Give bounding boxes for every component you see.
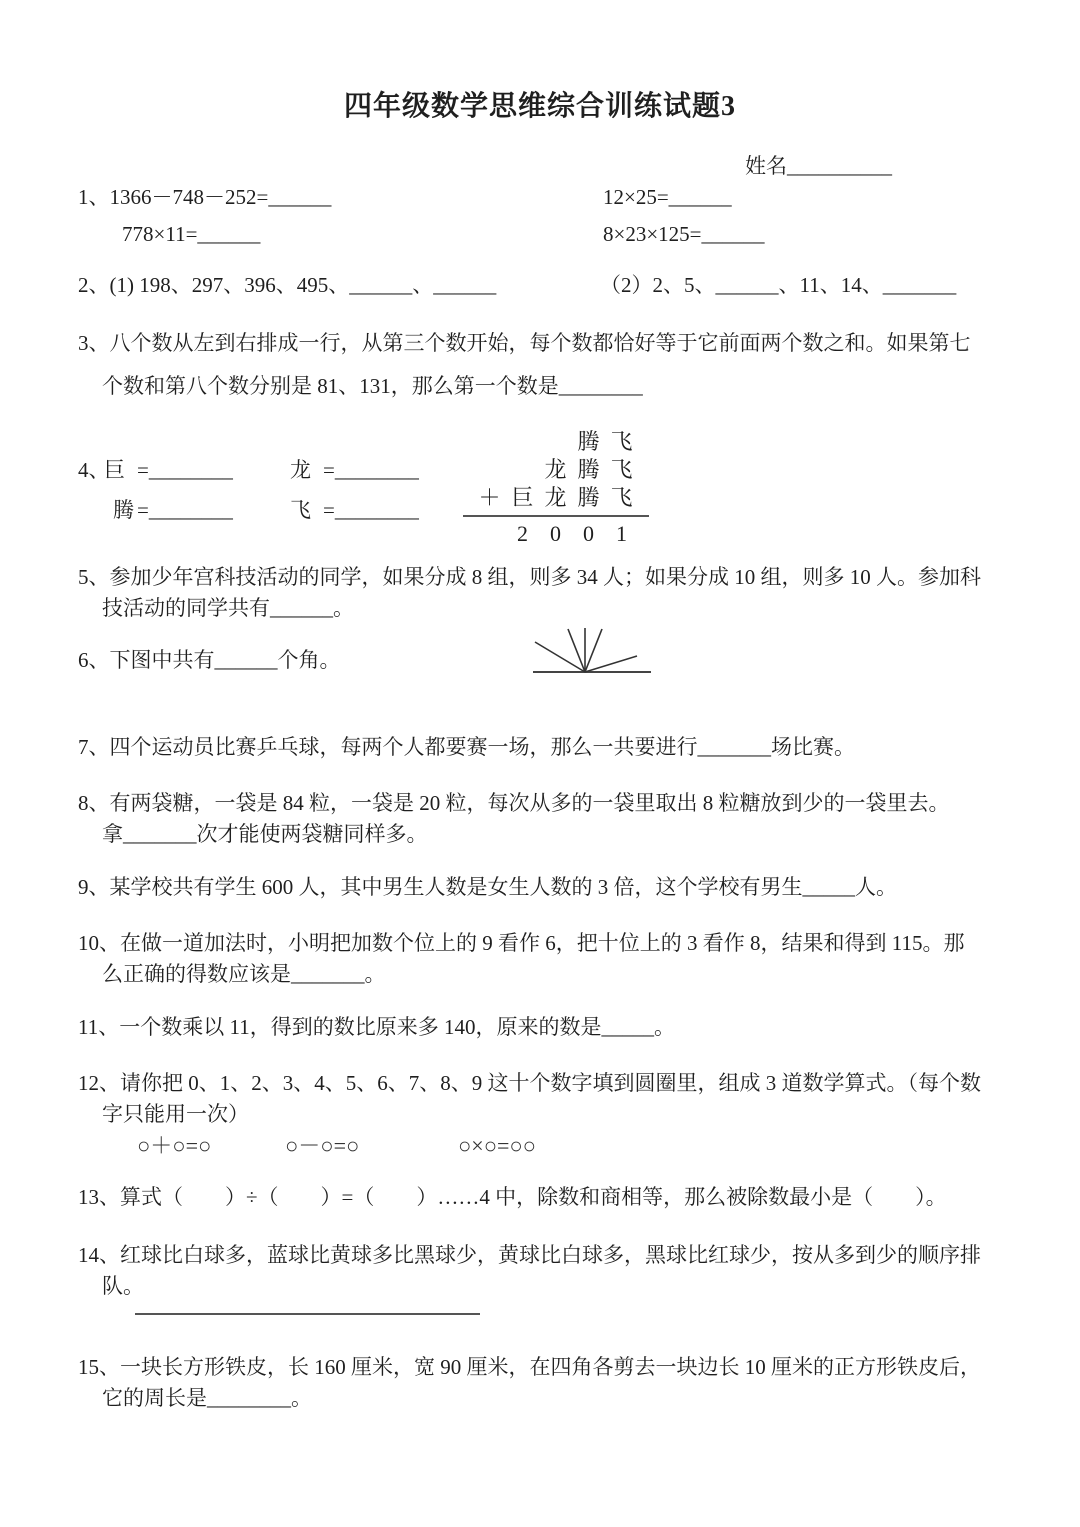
result-cell: 0 — [550, 521, 561, 546]
question-9 — [78, 872, 1010, 903]
question-5-line-2: 技活动的同学共有______。 — [102, 596, 354, 620]
question-8 — [78, 788, 1010, 850]
question-12-equations — [78, 1130, 1010, 1161]
add-cell — [473, 428, 506, 456]
question-10 — [78, 928, 1010, 990]
question-11-text: 11、一个数乘以 11，得到的数比原来多 140，原来的数是_____。 — [78, 1015, 675, 1039]
result-cell: 2 — [517, 521, 528, 546]
add-cell: 腾 — [577, 457, 600, 482]
question-6 — [78, 645, 1010, 676]
question-3-line-2: 个数和第八个数分别是 81、131，那么第一个数是________ — [102, 374, 643, 398]
plus-sign: ＋ — [478, 485, 501, 510]
result-cell — [473, 520, 506, 548]
question-5-line-1: 5、参加少年宫科技活动的同学，如果分成 8 组，则多 34 人；如果分成 10 组，则多 10 人。参加科 — [78, 565, 981, 589]
circle-equation-multiply: ○×○=○○ — [458, 1133, 536, 1158]
question-5 — [78, 562, 1010, 624]
question-4-char-fei: 飞 — [290, 498, 311, 522]
add-cell — [473, 456, 506, 484]
question-14-answer-line — [135, 1313, 480, 1315]
question-11 — [78, 1012, 1010, 1043]
question-8-line-2: 拿_______次才能使两袋糖同样多。 — [102, 822, 428, 846]
question-14-line-2: 队。 — [102, 1274, 144, 1298]
addition-row-1 — [473, 428, 649, 456]
question-3 — [78, 328, 1010, 402]
addition-result-row — [473, 520, 649, 548]
question-1-item-b: 778×11=______ — [122, 222, 261, 246]
add-cell: 飞 — [610, 457, 633, 482]
add-cell — [506, 456, 539, 484]
result-cell: 1 — [616, 521, 627, 546]
question-7 — [78, 732, 1010, 763]
question-3-line-1: 3、八个数从左到右排成一行，从第三个数开始，每个数都恰好等于它前面两个数之和。如果第七 — [78, 331, 971, 355]
add-cell: 腾 — [577, 485, 600, 510]
name-field: 姓名__________ — [745, 154, 892, 178]
add-cell: 腾 — [577, 429, 600, 454]
add-cell — [506, 428, 539, 456]
question-4-blank-teng: =________ — [137, 498, 233, 522]
question-1-item-c: 12×25=______ — [603, 185, 732, 209]
question-15-line-1: 15、一块长方形铁皮，长 160 厘米，宽 90 厘米，在四角各剪去一块边长 10 厘米的正方形铁皮后， — [78, 1355, 981, 1379]
add-cell: 龙 — [544, 485, 567, 510]
question-13-text: 13、算式（ ）÷（ ）=（ ）……4 中，除数和商相等，那么被除数最小是（ ）。 — [78, 1185, 947, 1209]
question-4-blank-ju: =________ — [137, 458, 233, 482]
q4-addition-figure — [473, 428, 649, 548]
question-2-part-1: 2、(1) 198、297、396、495、______、______ — [78, 273, 497, 297]
addition-row-3 — [473, 484, 649, 512]
question-2 — [78, 270, 1010, 307]
add-cell: 巨 — [511, 485, 534, 510]
question-15 — [78, 1352, 1010, 1414]
question-7-text: 7、四个运动员比赛乒乓球，每两个人都要赛一场，那么一共要进行_______场比赛。 — [78, 735, 855, 759]
question-4-char-teng: 腾 — [113, 498, 134, 522]
question-13 — [78, 1182, 1010, 1213]
question-4 — [78, 428, 1010, 546]
question-1 — [78, 182, 1010, 256]
question-14-line-1: 14、红球比白球多，蓝球比黄球多比黑球少，黄球比白球多，黑球比红球少，按从多到少的顺序排 — [78, 1243, 981, 1267]
question-15-line-2: 它的周长是________。 — [102, 1386, 312, 1410]
question-4-blank-fei: =________ — [323, 498, 419, 522]
add-cell: 飞 — [610, 485, 633, 510]
add-cell: 龙 — [544, 457, 567, 482]
question-9-text: 9、某学校共有学生 600 人，其中男生人数是女生人数的 3 倍，这个学校有男生_____人。 — [78, 875, 897, 899]
question-4-char-ju: 巨 — [104, 458, 125, 482]
question-2-part-2: （2）2、5、______、11、14、_______ — [600, 273, 957, 297]
add-cell — [539, 428, 572, 456]
circle-equation-add: ○＋○=○ — [137, 1133, 212, 1158]
question-12-line-1: 12、请你把 0、1、2、3、4、5、6、7、8、9 这十个数字填到圆圈里，组成 3 道数学算式。（每个数 — [78, 1071, 981, 1095]
question-1-item-d: 8×23×125=______ — [603, 222, 765, 246]
question-1-row-1 — [78, 182, 1010, 219]
result-cell: 0 — [583, 521, 594, 546]
addition-rule — [463, 515, 649, 517]
question-2-row — [78, 270, 1010, 307]
question-6-text: 6、下图中共有______个角。 — [78, 648, 341, 672]
question-4-blank-long: =________ — [323, 458, 419, 482]
question-4-char-long: 龙 — [290, 458, 311, 482]
question-12-line-2: 字只能用一次） — [102, 1102, 249, 1126]
question-4-number: 4、 — [78, 458, 110, 482]
addition-row-2 — [473, 456, 649, 484]
add-cell: 飞 — [610, 429, 633, 454]
question-1-item-a: 1、1366－748－252=______ — [78, 185, 332, 209]
question-10-line-1: 10、在做一道加法时，小明把加数个位上的 9 看作 6，把十位上的 3 看作 8，结果和得到 115。那 — [78, 931, 965, 955]
question-12 — [78, 1068, 1010, 1161]
question-14 — [78, 1240, 1010, 1330]
question-8-line-1: 8、有两袋糖，一袋是 84 粒，一袋是 20 粒，每次从多的一袋里取出 8 粒糖放到少的一袋里去。 — [78, 791, 950, 815]
question-10-line-2: 么正确的得数应该是_______。 — [102, 962, 386, 986]
angle-rays-figure — [533, 628, 665, 680]
page-title: 四年级数学思维综合训练试题3 — [343, 91, 736, 122]
question-1-row-2 — [78, 219, 1010, 256]
circle-equation-subtract: ○－○=○ — [285, 1133, 360, 1158]
